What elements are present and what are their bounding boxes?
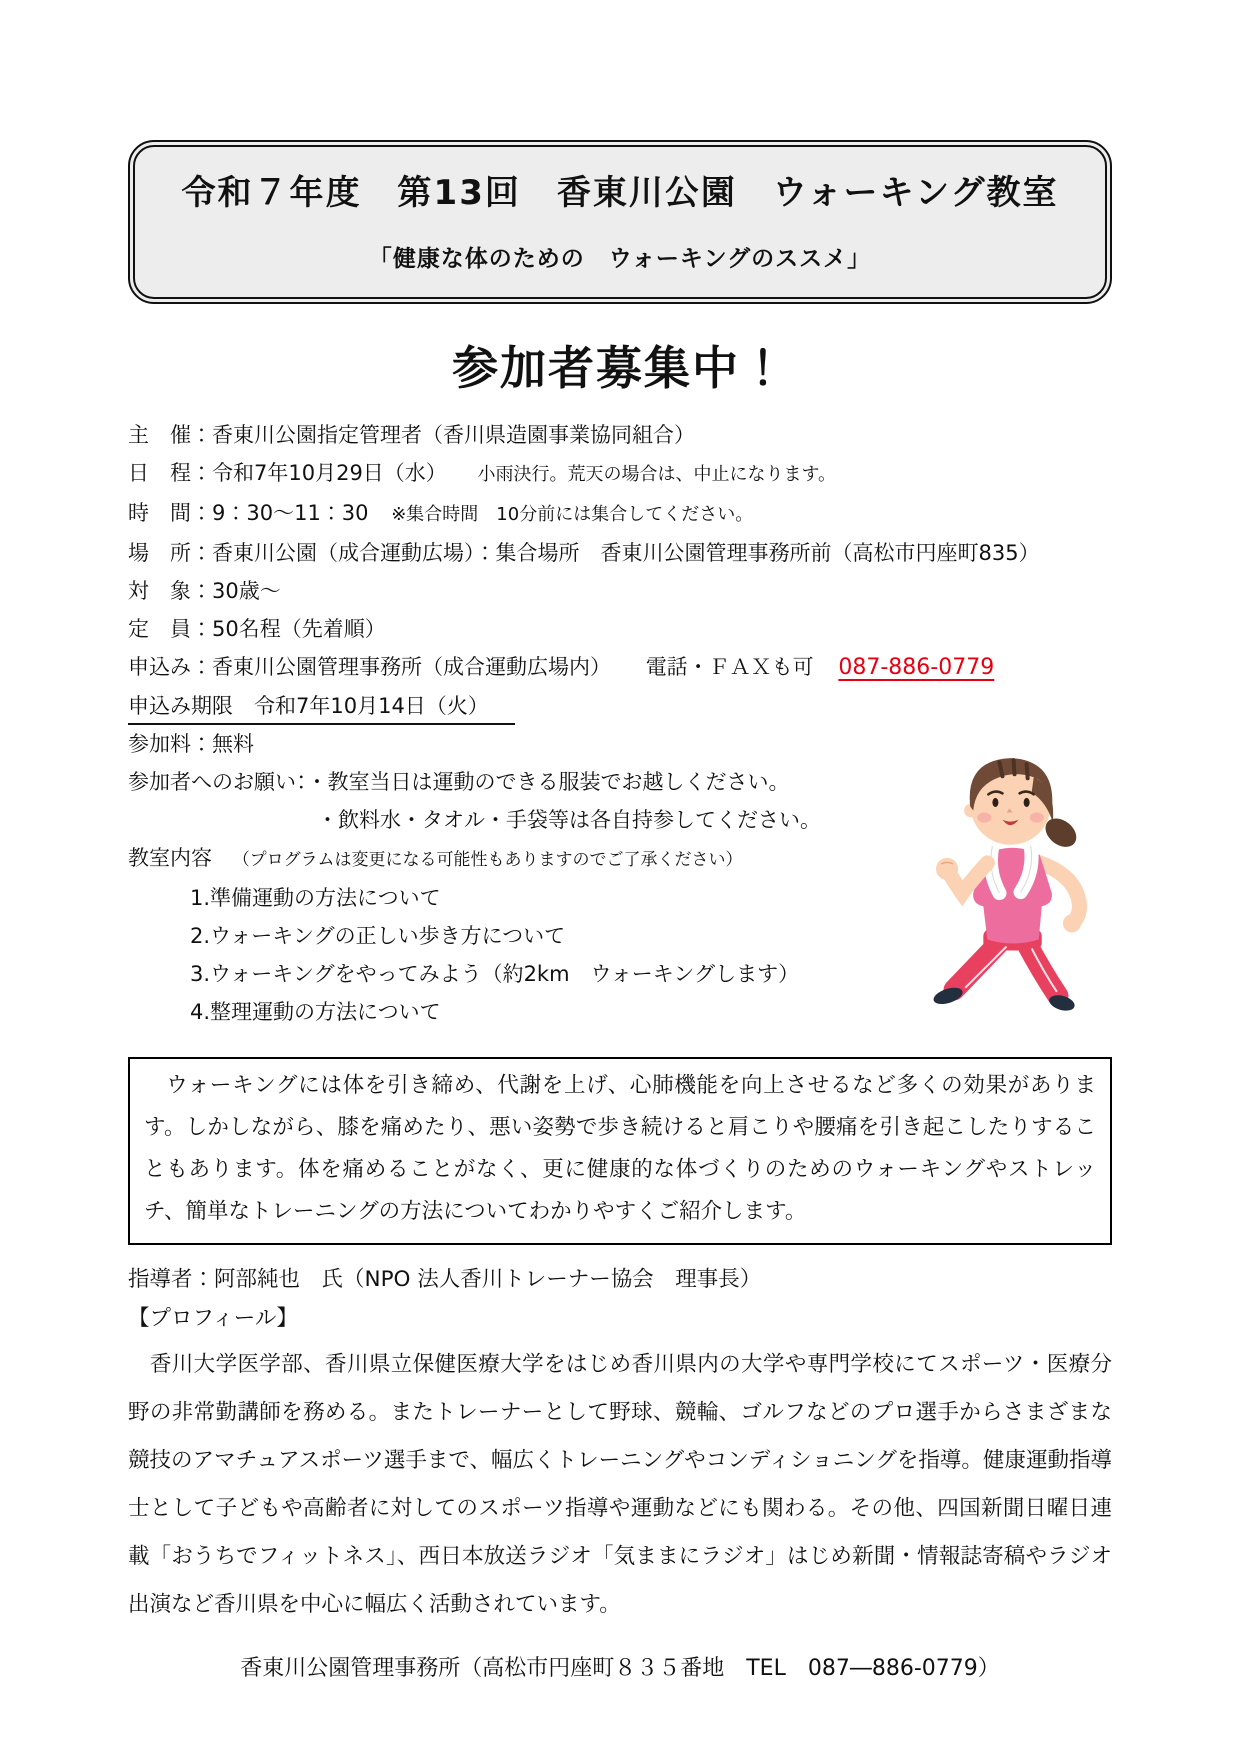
target-value: 30歳～ <box>212 578 281 603</box>
program-item-1: 1.準備運動の方法について <box>190 885 441 910</box>
walking-woman-illustration <box>905 742 1110 1014</box>
program-item-4: 4.整理運動の方法について <box>190 999 441 1024</box>
program-item-2: 2.ウォーキングの正しい歩き方について <box>190 923 566 948</box>
content-note: （プログラムは変更になる可能性もありますのでご了承ください） <box>232 849 743 870</box>
deadline-text: 申込み期限 令和7年10月14日（火） <box>128 689 515 725</box>
request-item-2: ・飲料水・タオル・手袋等は各自持参してください。 <box>317 807 821 832</box>
date-value: 令和7年10月29日（水） <box>212 460 447 485</box>
capacity-label: 定 員： <box>128 616 212 641</box>
apply-label: 申込み： <box>128 654 212 679</box>
detail-row-target <box>128 572 1112 610</box>
time-value: 9：30～11：30 <box>212 500 369 525</box>
apply-value: 香東川公園管理事務所（成合運動広場内） <box>212 654 611 679</box>
fee-label: 参加料： <box>128 731 212 756</box>
event-title: 令和７年度 第13回 香東川公園 ウォーキング教室 <box>181 173 1059 213</box>
capacity-value: 50名程（先着順） <box>212 616 386 641</box>
detail-row-capacity <box>128 610 1112 648</box>
detail-row-place <box>128 534 1112 572</box>
event-subtitle: 「健康な体のための ウォーキングのススメ」 <box>368 245 872 272</box>
content-label: 教室内容 <box>128 845 212 870</box>
request-item-1: ・教室当日は運動のできる服装でお越しください。 <box>306 769 790 794</box>
organizer-value: 香東川公園指定管理者（香川県造園事業協同組合） <box>212 422 695 447</box>
title-box <box>128 140 1112 304</box>
footer-contact: 香東川公園管理事務所（高松市円座町８３５番地 TEL 087―886-0779） <box>240 1655 1000 1681</box>
title-box-inner <box>133 145 1107 299</box>
program-item-3: 3.ウォーキングをやってみよう（約2km ウォーキングします） <box>190 961 800 986</box>
fee-value: 無料 <box>212 731 254 756</box>
date-label: 日 程： <box>128 460 212 485</box>
date-note: 小雨決行。荒天の場合は、中止になります。 <box>477 463 837 485</box>
request-label: 参加者へのお願い： <box>128 769 307 794</box>
phone-number: 087-886-0779 <box>838 654 995 680</box>
detail-row-deadline <box>128 687 1112 725</box>
info-box-text: ウォーキングには体を引き締め、代謝を上げ、心肺機能を向上させるなど多くの効果があります。しかしながら、膝を痛めたり、悪い姿勢で歩き続けると肩こりや腰痛を引き起こしたりすることもあります。体を痛めることがなく、更に健康的な体づくりのためのウォーキングやストレッチ、簡単なトレーニングの方法についてわかりやすくご紹介します。 <box>144 1072 1096 1224</box>
recruiting-headline: 参加者募集中！ <box>452 340 788 395</box>
detail-row-organizer <box>128 416 1112 454</box>
apply-note: 電話・ＦＡＸも可 <box>645 654 814 679</box>
place-value: 香東川公園（成合運動広場）：集合場所 香東川公園管理事務所前（高松市円座町835） <box>212 540 1040 565</box>
detail-row-date <box>128 454 1112 494</box>
info-box <box>128 1057 1112 1245</box>
instructor-line: 指導者：阿部純也 氏（NPO 法人香川トレーナー協会 理事長） <box>128 1266 762 1292</box>
place-label: 場 所： <box>128 540 212 565</box>
profile-heading: 【プロフィール】 <box>128 1305 298 1331</box>
target-label: 対 象： <box>128 578 212 603</box>
time-note: ※集合時間 10分前には集合してください。 <box>391 503 754 525</box>
profile-text: 香川大学医学部、香川県立保健医療大学をはじめ香川県内の大学や専門学校にてスポーツ・医療分野の非常勤講師を務める。またトレーナーとして野球、競輪、ゴルフなどのプロ選手からさまざまな競技のアマチュアスポーツ選手まで、幅広くトレーニングやコンディショニングを指導。健康運動指導士として子どもや高齢者に対してのスポーツ指導や運動などにも関わる。その他、四国新聞日曜日連載「おうちでフィットネス」、西日本放送ラジオ「気ままにラジオ」はじめ新聞・情報誌寄稿やラジオ出演など香川県を中心に幅広く活動されています。 <box>128 1351 1112 1617</box>
detail-row-time <box>128 494 1112 534</box>
time-label: 時 間： <box>128 500 212 525</box>
organizer-label: 主 催： <box>128 422 212 447</box>
detail-row-apply <box>128 648 1112 687</box>
